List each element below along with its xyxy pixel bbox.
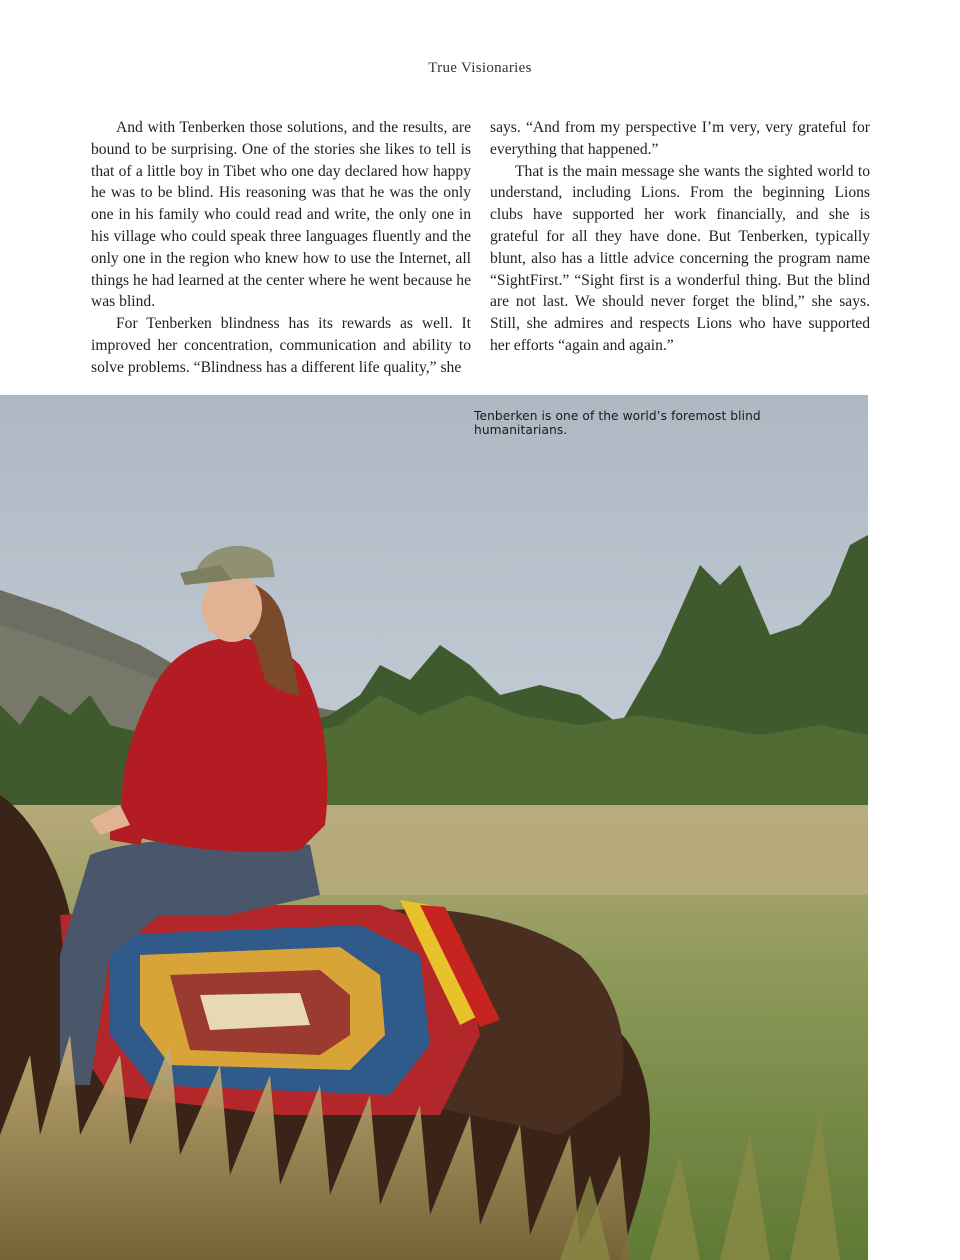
photo-caption: Tenberken is one of the world’s foremost blind humanitarians.: [474, 409, 761, 437]
paragraph: For Tenberken blindness has its rewards as well. It improved her concentration, communication and ability to solve problems. “Blindness has a different life quality,” she: [91, 315, 471, 376]
left-column: [91, 117, 471, 379]
paragraph: says. “And from my perspective I’m very, very grateful for everything that happened.”: [490, 119, 870, 158]
photo-rider-on-horse: [0, 395, 868, 1260]
paragraph: And with Tenberken those solutions, and the results, are bound to be surprising. One of the stories she likes to tell is that of a little boy in Tibet who one day declared how happy he was to be blind. His reasoning was that he was the only one in his family who could read and write, the only one in his village who could speak three languages fluently and the only one in the region who knew how to use the Internet, all things he had learned at the center where he went because he was blind.: [91, 119, 471, 311]
right-column: [490, 117, 870, 357]
photo-illustration: [0, 395, 868, 1260]
paragraph: That is the main message she wants the sighted world to understand, including Lions. From the beginning Lions clubs have supported her work financially, and she is grateful for all they have done. But Tenberken, typically blunt, also has a little advice concerning the program name “SightFirst.” “Sight first is a wonderful thing. But the blind are not last. We should never forget the blind,” she says. Still, she admires and respects Lions who have supported her efforts “again and again.”: [490, 162, 870, 354]
running-head: True Visionaries: [428, 60, 532, 76]
